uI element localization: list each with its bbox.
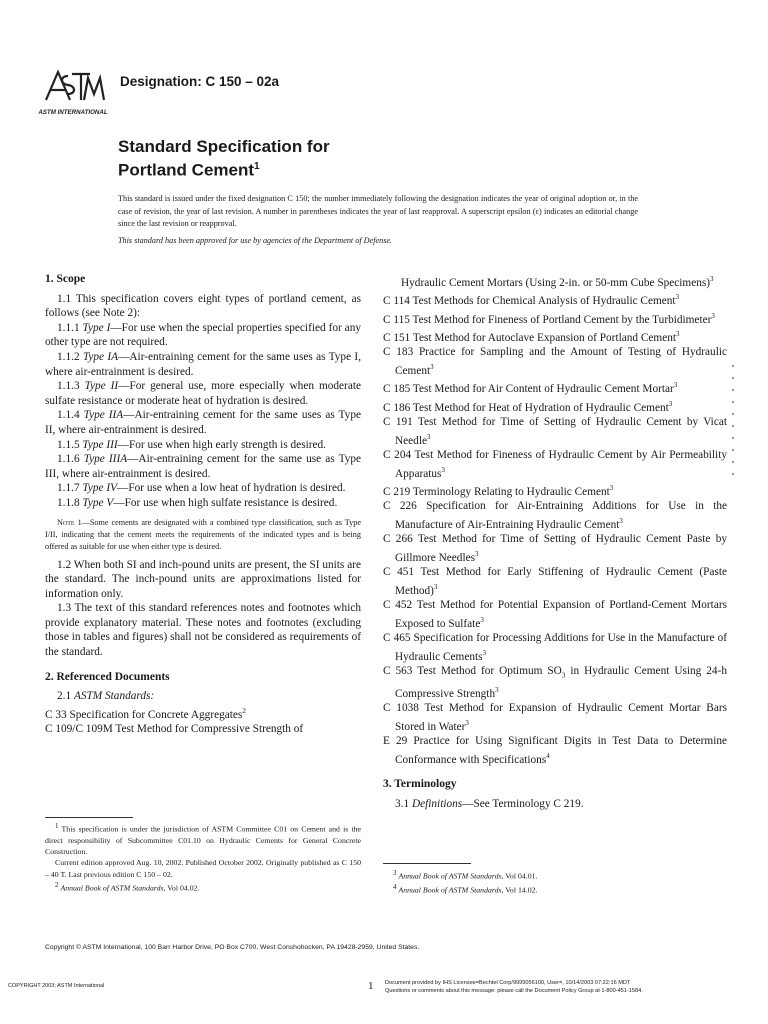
referenced-doc-item: C 186 Test Method for Heat of Hydration of Hydraulic Cement$^3$ [383, 399, 673, 414]
referenced-doc-item: C 114 Test Methods for Chemical Analysis of Hydraulic Cement$^3$ [383, 293, 680, 308]
cement-type-item: 1.1.6 Type IIIA—Air-entraining cement for the same use as Type III, where air-entrainment is desired. [45, 453, 362, 480]
left-column [45, 272, 361, 737]
footnote-rule-left [45, 817, 133, 818]
document-title [118, 137, 330, 181]
footnote-3: $^3$ Annual Book of ASTM Standards, Vol 04.01. [393, 869, 538, 881]
footnote-rule-right [383, 863, 471, 864]
referenced-doc-item: C 185 Test Method for Air Content of Hydraulic Cement Mortar$^3$ [383, 381, 678, 396]
referenced-doc-item: C 465 Specification for Processing Additions for Use in the Manufacture of Hydraulic Cements$^3$ [383, 632, 727, 663]
document-provider-info: Document provided by IHS Licensee=Bechtel Corp/9999056100, User=, 10/14/2003 07:22:16 MDT Questions or comments about this message: please call the Document Policy Group at 1-800-451-1584. [385, 980, 643, 994]
cement-type-item: 1.1.3 Type II—For general use, more especially when moderate sulfate resistance or moderate heat of hydration is desired. [45, 380, 361, 407]
scope-1-1: 1.1 This specification covers eight types of portland cement, as follows (see Note 2): [45, 292, 361, 320]
scope-1-2: 1.2 When both SI and inch-pound units are present, the SI units are the standard. The inch-pound units are approximations listed for information only. [45, 558, 361, 600]
page-number: 1 [368, 980, 374, 992]
referenced-doc-item: C 191 Test Method for Time of Setting of Hydraulic Cement by Vicat Needle$^3$ [383, 416, 727, 447]
cement-type-item: 1.1.2 Type IA—Air-entraining cement for the same uses as Type I, where air-entrainment is desired. [45, 350, 362, 378]
terminology-3-1: 3.1 Definitions—See Terminology C 219. [395, 797, 584, 810]
referenced-doc-item: C 563 Test Method for Optimum $SO_3$ in Hydraulic Cement Using 24-h Compressive Strength$^3$ [383, 665, 727, 700]
astm-logo [38, 66, 108, 118]
margin-marks [728, 365, 738, 485]
cement-type-item: 1.1.5 Type III—For use when high early strength is desired. [57, 438, 326, 451]
footnotes-left [45, 821, 361, 894]
title-footnote-mark: 1 [254, 161, 260, 172]
ref-c109-start: C 109/C 109M Test Method for Compressive Strength of [45, 723, 304, 736]
referenced-doc-item: C 1038 Test Method for Expansion of Hydraulic Cement Mortar Bars Stored in Water$^3$ [383, 702, 727, 733]
title-line-1: Standard Specification for [118, 137, 330, 156]
cement-type-item: 1.1.8 Type V—For use when high sulfate resistance is desired. [57, 496, 338, 509]
footnotes-right [383, 868, 727, 896]
right-column [383, 272, 727, 811]
footnote-4: $^4$ Annual Book of ASTM Standards, Vol 14.02. [393, 882, 538, 895]
referenced-doc-item: C 151 Test Method for Autoclave Expansion of Portland Cement$^3$ [383, 330, 680, 344]
note-1: Note 1—Some cements are designated with a combined type classification, such as Type I/II, indicating that the cement meets the requirements of the indicated types and is being offered as suitable for use when either type is desired. [45, 517, 362, 551]
referenced-heading: 2. Referenced Documents [45, 670, 170, 683]
referenced-docs-list [383, 290, 727, 767]
cement-type-item: 1.1.4 Type IIA—Air-entraining cement for the same uses as Type II, where air-entrainment is desired. [45, 409, 361, 436]
cement-type-item: 1.1.1 Type I—For use when the special properties specified for any other type are not required. [45, 321, 361, 349]
footnote-2: $^2$ Annual Book of ASTM Standards, Vol 04.02. [55, 881, 200, 893]
referenced-doc-item: C 451 Test Method for Early Stiffening of Hydraulic Cement (Paste Method)$^3$ [383, 566, 727, 597]
referenced-doc-item: C 452 Test Method for Potential Expansion of Portland-Cement Mortars Exposed to Sulfate$^3$ [383, 599, 727, 630]
copyright-stamp: COPYRIGHT 2003; ASTM International [8, 983, 105, 989]
cement-types-list [45, 321, 361, 511]
referenced-doc-item: C 219 Terminology Relating to Hydraulic Cement$^3$ [383, 484, 614, 498]
issue-statement: This standard is issued under the fixed designation C 150; the number immediately following the designation indicates the year of original adoption or, in the case of revision, the year of last revision. A number in parentheses indicates the year of last reapproval. A superscript epsilon (ε) indicates an editorial change since the last revision or reapproval. [118, 194, 638, 228]
referenced-doc-item: C 115 Test Method for Fineness of Portland Cement by the Turbidimeter$^3$ [383, 311, 715, 326]
referenced-doc-item: C 226 Specification for Air-Entraining Additions for Use in the Manufacture of Air-Entraining Hydraulic Cement$^3$ [383, 500, 727, 531]
ref-c109-cont: Hydraulic Cement Mortars (Using 2-in. or 50-mm Cube Specimens)$^3$ [401, 275, 714, 289]
scope-heading: 1. Scope [45, 273, 86, 285]
title-line-2: Portland Cement$^1$ [118, 160, 260, 180]
designation: Designation: C 150 – 02a [120, 74, 280, 89]
cement-type-item: 1.1.7 Type IV—For use when a low heat of hydration is desired. [57, 482, 346, 495]
svg-text:ASTM INTERNATIONAL: ASTM INTERNATIONAL [38, 109, 108, 116]
copyright-line: Copyright © ASTM International, 100 Barr Harbor Drive, PO Box C700, West Conshohocken, PA 19428-2959, United States. [45, 944, 420, 951]
referenced-doc-item: C 204 Test Method for Fineness of Hydraulic Cement by Air Permeability Apparatus$^3$ [383, 449, 727, 480]
ref-c33: C 33 Specification for Concrete Aggregates$^2$ [45, 706, 246, 721]
scope-1-3: 1.3 The text of this standard references notes and footnotes which provide explanatory material. These notes and footnotes (excluding those in tables and figures) shall not be considered as requirements of the standard. [45, 602, 361, 659]
referenced-doc-item: C 183 Practice for Sampling and the Amount of Testing of Hydraulic Cement$^3$ [383, 346, 727, 377]
referenced-doc-item: C 266 Test Method for Time of Setting of Hydraulic Cement Paste by Gillmore Needles$^3$ [383, 533, 727, 564]
terminology-heading: 3. Terminology [383, 778, 457, 791]
referenced-doc-item: E 29 Practice for Using Significant Digits in Test Data to Determine Conformance with Specifications$^4$ [383, 735, 727, 766]
footnote-1b: Current edition approved Aug. 10, 2002. Published October 2002. Originally published as C 150 – 40 T. Last previous edition C 150 – 02. [45, 858, 361, 879]
footnote-1: $^1$ This specification is under the jurisdiction of ASTM Committee C01 on Cement and is the direct responsibility of Subcommittee C01.10 on Hydraulic Cements for General Concrete Construction. [45, 822, 361, 857]
astm-standards-label: 2.1 ASTM Standards: [57, 690, 155, 703]
approval-statement: This standard has been approved for use by agencies of the Department of Defense. [118, 236, 393, 245]
